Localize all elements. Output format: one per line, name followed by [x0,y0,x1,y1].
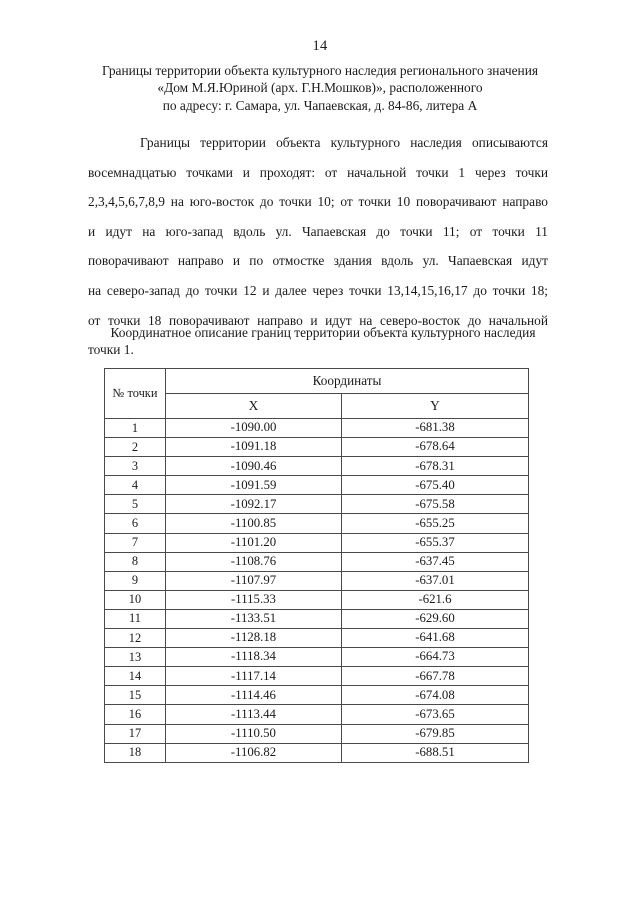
cell-point-number: 11 [105,609,166,628]
table-header [105,369,529,419]
table-row [105,571,529,590]
body-line-8: точки 1. [88,342,134,358]
table-row [105,609,529,628]
column-header-coordinates: Координаты [166,369,529,394]
cell-x: -1118.34 [166,648,342,667]
cell-point-number: 6 [105,514,166,533]
table-row [105,705,529,724]
cell-x: -1090.46 [166,457,342,476]
cell-x: -1100.85 [166,514,342,533]
table-row [105,724,529,743]
table-row [105,419,529,438]
body-line-4: и идут на юго-запад вдоль ул. Чапаевская до точки 11; от точки 11 [88,223,548,239]
cell-x: -1107.97 [166,571,342,590]
table-row [105,590,529,609]
cell-point-number: 9 [105,571,166,590]
cell-y: -637.45 [342,552,529,571]
cell-y: -667.78 [342,667,529,686]
cell-y: -688.51 [342,743,529,762]
body-line-2: восемнадцатью точками и проходят: от начальной точки 1 через точки [88,164,548,180]
cell-x: -1128.18 [166,629,342,648]
coordinate-table [104,368,529,763]
cell-point-number: 18 [105,743,166,762]
cell-x: -1091.18 [166,438,342,457]
cell-x: -1113.44 [166,705,342,724]
table-caption: Координатное описание границ территории объекта культурного наследия [110,325,536,340]
body-line-7: от точки 18 поворачивают направо и идут на северо-восток до начальной [88,312,548,328]
cell-y: -621.6 [342,590,529,609]
column-header-point-number: № точки [105,369,166,419]
cell-x: -1110.50 [166,724,342,743]
cell-x: -1115.33 [166,590,342,609]
cell-point-number: 7 [105,533,166,552]
table-row [105,686,529,705]
cell-y: -664.73 [342,648,529,667]
cell-x: -1106.82 [166,743,342,762]
table-row [105,495,529,514]
cell-y: -675.58 [342,495,529,514]
coordinate-table-container [104,368,528,763]
cell-x: -1114.46 [166,686,342,705]
cell-x: -1091.59 [166,476,342,495]
cell-point-number: 8 [105,552,166,571]
cell-x: -1090.00 [166,419,342,438]
cell-x: -1133.51 [166,609,342,628]
table-row [105,533,529,552]
body-line-6: на северо-запад до точки 12 и далее через точки 13,14,15,16,17 до точки 18; [88,282,548,298]
cell-y: -681.38 [342,419,529,438]
cell-point-number: 16 [105,705,166,724]
cell-y: -678.64 [342,438,529,457]
cell-point-number: 3 [105,457,166,476]
table-header-row-2 [105,394,529,419]
table-row [105,667,529,686]
cell-x: -1108.76 [166,552,342,571]
cell-y: -675.40 [342,476,529,495]
heading-line-1: Границы территории объекта культурного наследия регионального значения [101,63,539,78]
document-heading [70,62,570,114]
column-header-y: Y [342,394,529,419]
cell-y: -629.60 [342,609,529,628]
cell-point-number: 12 [105,629,166,648]
cell-x: -1101.20 [166,533,342,552]
cell-point-number: 17 [105,724,166,743]
cell-point-number: 2 [105,438,166,457]
table-row [105,476,529,495]
table-header-row-1 [105,369,529,394]
table-row [105,648,529,667]
table-row [105,552,529,571]
cell-y: -641.68 [342,629,529,648]
cell-point-number: 1 [105,419,166,438]
table-body [105,419,529,763]
column-header-x: X [166,394,342,419]
cell-y: -637.01 [342,571,529,590]
page-number: 14 [312,38,328,54]
cell-point-number: 4 [105,476,166,495]
table-row [105,438,529,457]
table-row [105,743,529,762]
cell-y: -674.08 [342,686,529,705]
body-line-3: 2,3,4,5,6,7,8,9 на юго-восток до точки 10; от точки 10 поворачивают направо [88,194,548,210]
cell-point-number: 10 [105,590,166,609]
cell-point-number: 5 [105,495,166,514]
cell-point-number: 15 [105,686,166,705]
cell-y: -655.37 [342,533,529,552]
heading-line-2: «Дом М.Я.Юриной (арх. Г.Н.Мошков)», расположенного [157,80,483,96]
cell-y: -673.65 [342,705,529,724]
cell-y: -678.31 [342,457,529,476]
cell-x: -1117.14 [166,667,342,686]
table-row [105,629,529,648]
cell-x: -1092.17 [166,495,342,514]
cell-y: -655.25 [342,514,529,533]
cell-point-number: 14 [105,667,166,686]
cell-point-number: 13 [105,648,166,667]
table-row [105,514,529,533]
table-row [105,457,529,476]
body-line-5: поворачивают направо и по отмостке здания вдоль ул. Чапаевская идут [88,253,548,269]
cell-y: -679.85 [342,724,529,743]
heading-line-3: по адресу: г. Самара, ул. Чапаевская, д. 84-86, литера А [162,97,478,113]
body-line-1: Границы территории объекта культурного наследия описываются [140,135,548,150]
